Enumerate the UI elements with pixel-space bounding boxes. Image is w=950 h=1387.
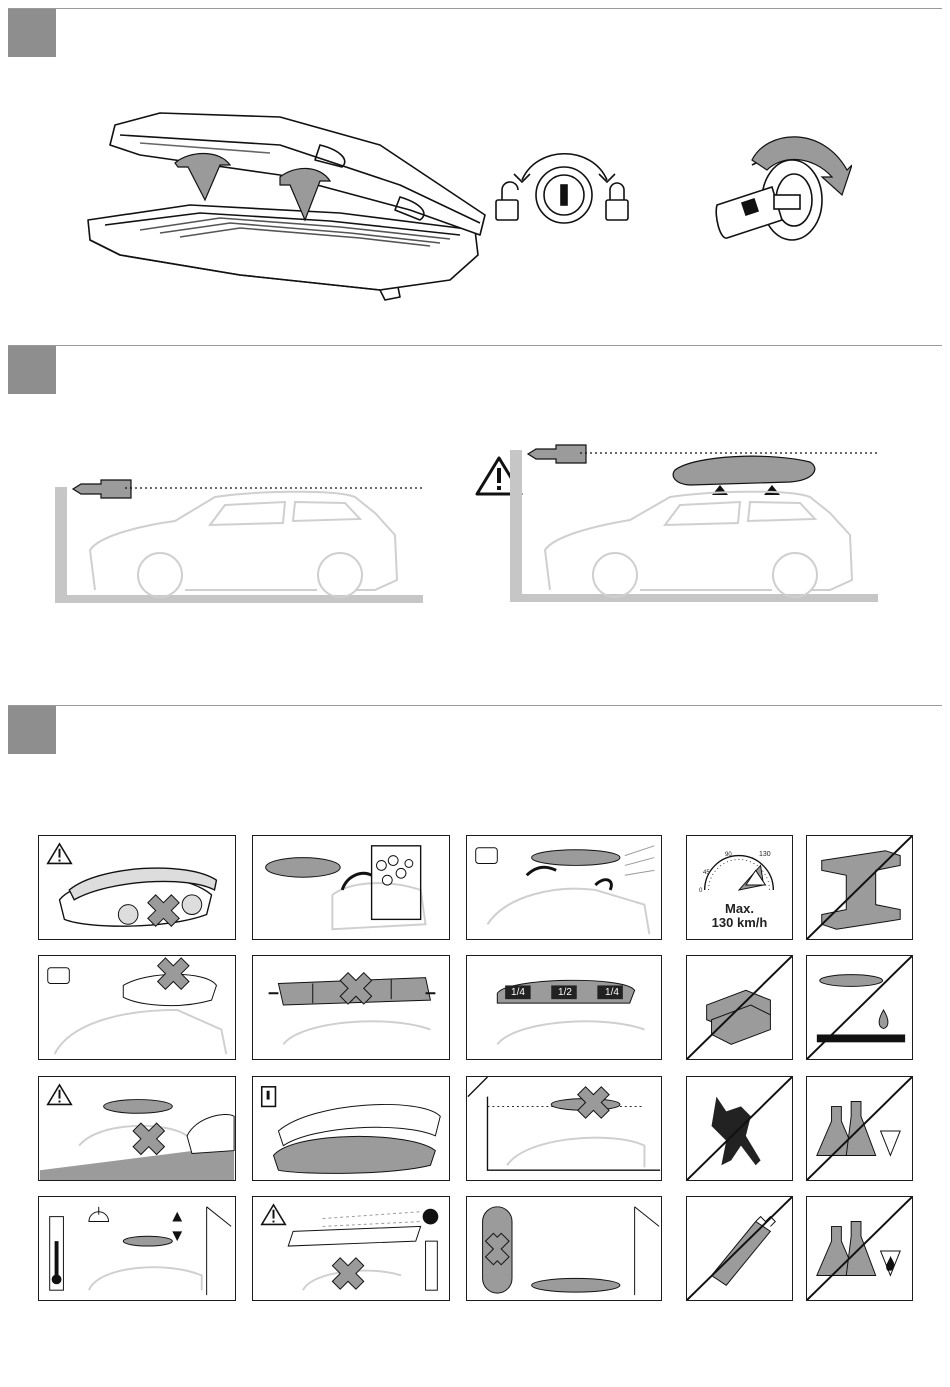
gauge-tick-0: 0 (699, 888, 703, 894)
height-clearance-with-box (510, 440, 880, 605)
open-box-illustration (80, 105, 490, 305)
panel-load-distribution (466, 955, 662, 1060)
speed-limit-label: 130 km/h (711, 915, 768, 930)
warning-triangle-icon (48, 1085, 72, 1105)
section-2-marker (8, 346, 56, 394)
panel-no-heavy-blocks (686, 955, 793, 1060)
gauge-tick-45: 45 (703, 870, 710, 876)
load-quarter-front: 1/4 (511, 987, 525, 998)
max-label: Max. (725, 901, 754, 916)
panel-box-interior-mat (252, 1076, 450, 1181)
panel-no-animals (686, 1076, 793, 1181)
panel-no-dripping-fluids (806, 955, 913, 1060)
lock-closed-icon (606, 183, 628, 220)
load-quarter-rear: 1/4 (605, 987, 619, 998)
lock-rotation-icon (492, 140, 632, 235)
lock-open-icon (496, 182, 518, 220)
panel-no-opening-while-driving (38, 955, 236, 1060)
panel-no-heat-under-canopy (252, 1196, 450, 1301)
panel-garage-clearance (466, 1076, 662, 1181)
gauge-tick-90: 90 (725, 852, 732, 858)
panel-no-steel-beams (806, 835, 913, 940)
panel-wind-lift (466, 835, 662, 940)
panel-no-fingers-in-lid (38, 835, 236, 940)
panel-no-chemicals (806, 1076, 913, 1181)
section-2-rule (8, 345, 942, 346)
gauge-tick-130: 130 (759, 851, 771, 858)
lamp-icon (89, 1207, 109, 1222)
key-turn-icon (712, 125, 852, 245)
height-clearance-without-box (55, 475, 425, 605)
panel-max-speed (686, 835, 793, 940)
section-3-marker (8, 706, 56, 754)
sun-icon (423, 1209, 439, 1225)
panel-garage-temperature (38, 1196, 236, 1301)
panel-no-flammables (806, 1196, 913, 1301)
panel-storage-position (466, 1196, 662, 1301)
warning-triangle-icon (48, 844, 72, 864)
section-3-rule (8, 705, 942, 706)
load-half-middle: 1/2 (558, 987, 572, 998)
thermometer-icon (50, 1217, 64, 1291)
warning-triangle-icon (262, 1205, 286, 1225)
panel-no-sharp-tools (686, 1196, 793, 1301)
panel-car-wash (252, 835, 450, 940)
panel-secure-load (252, 955, 450, 1060)
section-1-rule (8, 8, 942, 9)
panel-no-overtaking-hazard (38, 1076, 236, 1181)
section-1-marker (8, 9, 56, 57)
